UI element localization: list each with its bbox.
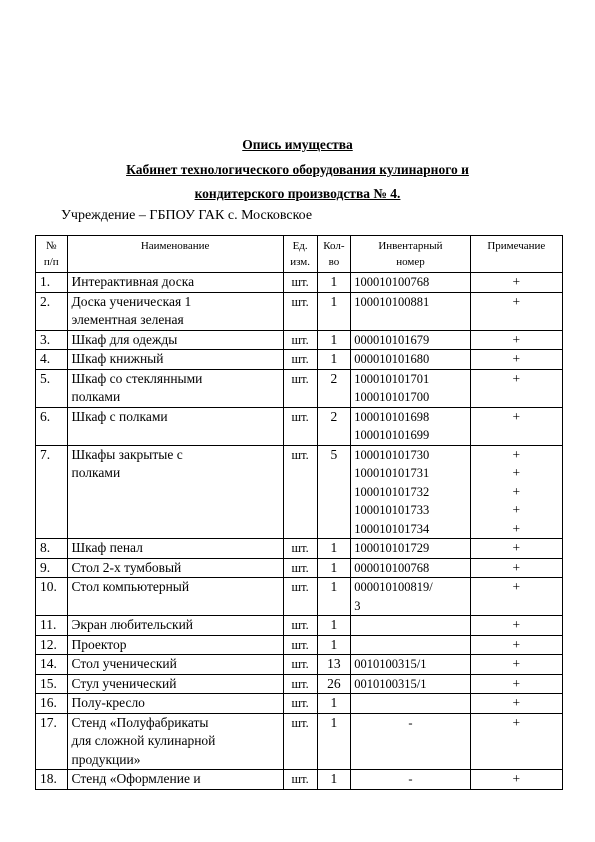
item-inventory-number: 100010101730 100010101731 100010101732 100010101733 100010101734: [351, 445, 470, 539]
item-inventory-number: 100010101698 100010101699: [351, 407, 470, 445]
item-unit: шт.: [283, 558, 317, 578]
item-note: + + + + +: [470, 445, 562, 539]
item-inventory-number: 000010100768: [351, 558, 470, 578]
table-row: [36, 350, 563, 370]
table-row: [36, 292, 563, 330]
item-quantity: 26: [317, 674, 351, 694]
item-quantity: 13: [317, 655, 351, 675]
item-unit: шт.: [283, 713, 317, 770]
item-inventory-number: 000010101679: [351, 330, 470, 350]
item-inventory-number: -: [351, 713, 470, 770]
item-note: +: [470, 350, 562, 370]
item-inventory-number: 100010100768: [351, 273, 470, 293]
table-row: [36, 578, 563, 616]
item-note: +: [470, 635, 562, 655]
inventory-table: [35, 235, 563, 790]
header-unit: Ед. изм.: [283, 236, 317, 273]
item-name: Шкаф пенал: [67, 539, 283, 559]
document-subtitle-line1: Кабинет технологического оборудования кулинарного и: [126, 162, 469, 177]
item-unit: шт.: [283, 369, 317, 407]
row-number: 15.: [36, 674, 68, 694]
row-number: 7.: [36, 445, 68, 539]
item-unit: шт.: [283, 770, 317, 790]
row-number: 14.: [36, 655, 68, 675]
item-name: Стол ученический: [67, 655, 283, 675]
item-quantity: 2: [317, 407, 351, 445]
item-unit: шт.: [283, 539, 317, 559]
item-quantity: 1: [317, 713, 351, 770]
row-number: 18.: [36, 770, 68, 790]
table-row: [36, 558, 563, 578]
item-note: +: [470, 273, 562, 293]
item-note: +: [470, 292, 562, 330]
table-row: [36, 330, 563, 350]
item-unit: шт.: [283, 616, 317, 636]
item-quantity: 1: [317, 292, 351, 330]
item-note: +: [470, 407, 562, 445]
table-row: [36, 273, 563, 293]
item-name: Стул ученический: [67, 674, 283, 694]
item-unit: шт.: [283, 694, 317, 714]
item-quantity: 1: [317, 350, 351, 370]
item-inventory-number: 0010100315/1: [351, 655, 470, 675]
item-inventory-number: -: [351, 770, 470, 790]
item-unit: шт.: [283, 273, 317, 293]
item-note: +: [470, 694, 562, 714]
item-unit: шт.: [283, 292, 317, 330]
item-name: Шкаф с полками: [67, 407, 283, 445]
item-quantity: 1: [317, 330, 351, 350]
item-name: Стол компьютерный: [67, 578, 283, 616]
item-inventory-number: 000010100819/ 3: [351, 578, 470, 616]
header-number: № п/п: [36, 236, 68, 273]
item-quantity: 1: [317, 694, 351, 714]
item-name: Полу-кресло: [67, 694, 283, 714]
row-number: 10.: [36, 578, 68, 616]
header-note: Примечание: [470, 236, 562, 273]
table-row: [36, 407, 563, 445]
item-unit: шт.: [283, 635, 317, 655]
header-quantity: Кол- во: [317, 236, 351, 273]
item-inventory-number: 100010100881: [351, 292, 470, 330]
item-note: +: [470, 539, 562, 559]
table-row: [36, 713, 563, 770]
item-inventory-number: 100010101729: [351, 539, 470, 559]
table-row: [36, 655, 563, 675]
row-number: 3.: [36, 330, 68, 350]
item-name: Шкаф со стеклянными полками: [67, 369, 283, 407]
item-quantity: 1: [317, 558, 351, 578]
item-note: +: [470, 770, 562, 790]
item-quantity: 1: [317, 539, 351, 559]
item-note: +: [470, 655, 562, 675]
row-number: 12.: [36, 635, 68, 655]
item-note: +: [470, 558, 562, 578]
item-name: Проектор: [67, 635, 283, 655]
table-row: [36, 616, 563, 636]
row-number: 9.: [36, 558, 68, 578]
item-unit: шт.: [283, 350, 317, 370]
item-quantity: 1: [317, 273, 351, 293]
row-number: 2.: [36, 292, 68, 330]
row-number: 16.: [36, 694, 68, 714]
item-inventory-number: [351, 635, 470, 655]
row-number: 11.: [36, 616, 68, 636]
row-number: 5.: [36, 369, 68, 407]
item-quantity: 1: [317, 635, 351, 655]
item-quantity: 2: [317, 369, 351, 407]
item-name: Интерактивная доска: [67, 273, 283, 293]
item-unit: шт.: [283, 407, 317, 445]
item-name: Шкаф книжный: [67, 350, 283, 370]
row-number: 6.: [36, 407, 68, 445]
table-row: [36, 635, 563, 655]
item-note: +: [470, 578, 562, 616]
item-unit: шт.: [283, 655, 317, 675]
item-note: +: [470, 674, 562, 694]
item-name: Стол 2-х тумбовый: [67, 558, 283, 578]
item-note: +: [470, 330, 562, 350]
row-number: 4.: [36, 350, 68, 370]
document-subtitle-line2: кондитерского производства № 4.: [194, 186, 401, 201]
item-note: +: [470, 616, 562, 636]
item-inventory-number: 000010101680: [351, 350, 470, 370]
document-title: Опись имущества: [242, 137, 353, 152]
item-name: Стенд «Оформление и: [67, 770, 283, 790]
row-number: 1.: [36, 273, 68, 293]
item-name: Экран любительский: [67, 616, 283, 636]
table-row: [36, 674, 563, 694]
item-name: Доска ученическая 1 элементная зеленая: [67, 292, 283, 330]
item-quantity: 1: [317, 770, 351, 790]
table-row: [36, 770, 563, 790]
item-note: +: [470, 713, 562, 770]
item-quantity: 1: [317, 578, 351, 616]
table-row: [36, 539, 563, 559]
item-unit: шт.: [283, 674, 317, 694]
item-name: Стенд «Полуфабрикаты для сложной кулинарной продукции»: [67, 713, 283, 770]
item-inventory-number: [351, 694, 470, 714]
row-number: 17.: [36, 713, 68, 770]
table-header-row: [36, 236, 563, 273]
item-unit: шт.: [283, 578, 317, 616]
row-number: 8.: [36, 539, 68, 559]
item-unit: шт.: [283, 330, 317, 350]
header-inventory-number: Инвентарный номер: [351, 236, 470, 273]
item-inventory-number: 100010101701 100010101700: [351, 369, 470, 407]
item-quantity: 1: [317, 616, 351, 636]
item-inventory-number: [351, 616, 470, 636]
item-inventory-number: 0010100315/1: [351, 674, 470, 694]
item-name: Шкафы закрытые с полками: [67, 445, 283, 539]
item-name: Шкаф для одежды: [67, 330, 283, 350]
table-row: [36, 369, 563, 407]
table-row: [36, 445, 563, 539]
institution-line: Учреждение – ГБПОУ ГАК с. Московское: [61, 208, 313, 223]
item-quantity: 5: [317, 445, 351, 539]
item-note: +: [470, 369, 562, 407]
table-row: [36, 694, 563, 714]
item-unit: шт.: [283, 445, 317, 539]
header-name: Наименование: [67, 236, 283, 273]
